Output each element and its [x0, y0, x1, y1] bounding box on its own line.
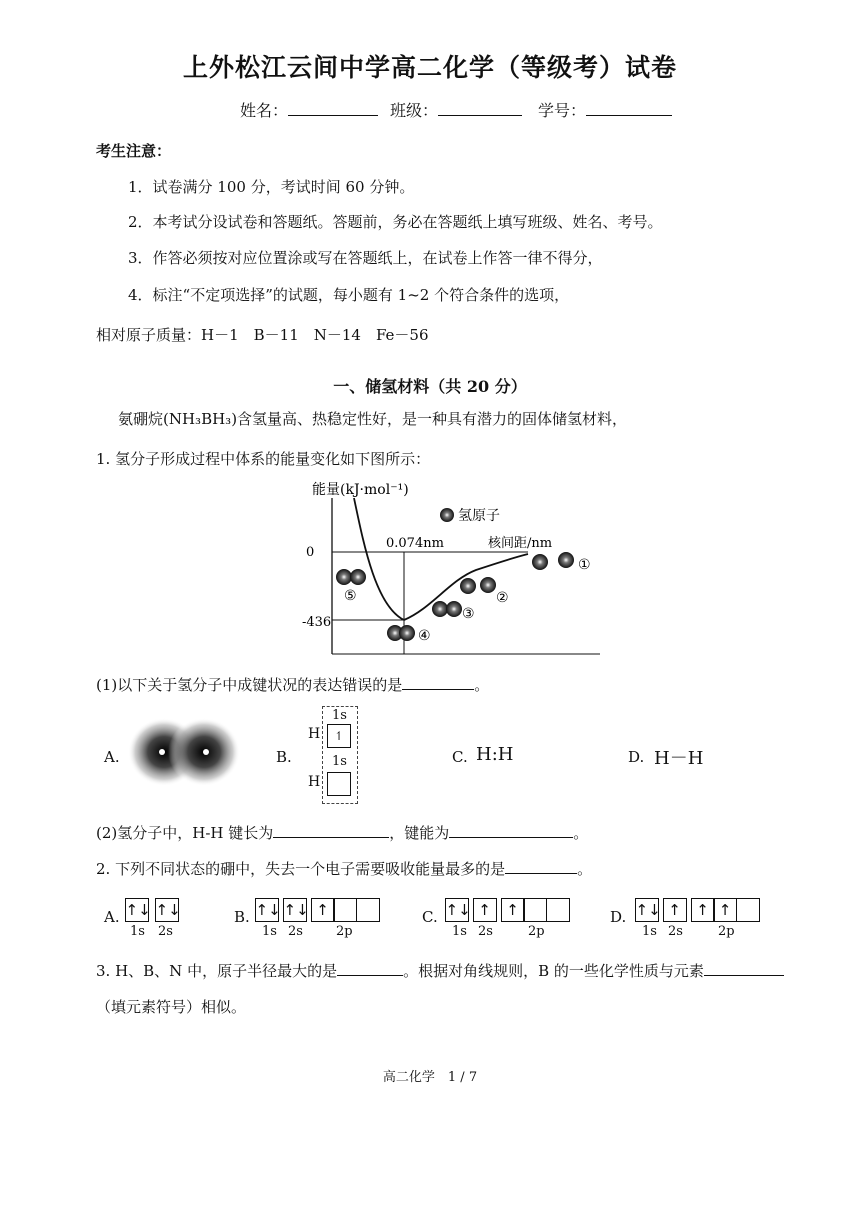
- question-2: 2. 下列不同状态的硼中，失去一个电子需要吸收能量最多的是 。: [96, 860, 593, 878]
- hydrogen-atom: [532, 554, 548, 570]
- option-c-label: C.: [452, 748, 468, 766]
- sublabel: 2p: [336, 924, 353, 939]
- electron-cloud-image: [124, 712, 244, 792]
- q2-option-d-label: D.: [610, 908, 627, 926]
- answer-blank: [704, 961, 784, 976]
- orbital-box: ↑: [713, 898, 737, 922]
- state-marker-3: ③: [462, 606, 475, 622]
- orbital-box: ↑: [311, 898, 335, 922]
- option-b-label: B.: [276, 748, 292, 766]
- name-label: 姓名：: [240, 101, 289, 120]
- sublabel: 1s: [130, 924, 145, 939]
- sublabel: 1s: [452, 924, 467, 939]
- y-axis-label: 能量(kJ·mol⁻¹): [312, 482, 409, 498]
- orbital-box: ↑↓: [125, 898, 149, 922]
- hydrogen-atom: [350, 569, 366, 585]
- option-a-label: A.: [104, 748, 120, 766]
- question-1-1: (1)以下关于氢分子中成键状况的表达错误的是 。: [96, 676, 490, 694]
- class-blank: [438, 99, 522, 116]
- question-3-cont: （填元素符号）相似。: [96, 998, 247, 1016]
- question-1-2: (2)氢分子中，H-H 键长为 ，键能为 。: [96, 824, 589, 842]
- class-label: 班级：: [390, 101, 439, 120]
- state-marker-1: ①: [578, 557, 591, 573]
- name-blank: [288, 99, 378, 116]
- min-label: -436: [302, 615, 332, 630]
- atom-label-bottom: H: [308, 774, 321, 790]
- answer-blank: [402, 675, 474, 690]
- hydrogen-atom: [399, 625, 415, 641]
- orbital-box: [546, 898, 570, 922]
- answer-blank: [273, 823, 389, 838]
- q2-option-c-label: C.: [422, 908, 438, 926]
- orbital-box: ↑: [663, 898, 687, 922]
- orbital-box: [523, 898, 547, 922]
- sublabel: 1s: [262, 924, 277, 939]
- sublabel: 1s: [642, 924, 657, 939]
- x-axis-label: 核间距/nm: [488, 536, 553, 551]
- q2-option-a-label: A.: [104, 908, 120, 926]
- sublabel: 2s: [288, 924, 303, 939]
- q2-option-b-label: B.: [234, 908, 250, 926]
- q2-option-d-orbitals: [636, 898, 760, 922]
- class-field: [390, 98, 522, 121]
- q2-option-c-orbitals: [446, 898, 570, 922]
- name-field: [240, 98, 378, 121]
- q2-option-a-orbitals: [126, 898, 179, 922]
- orbital-label-top: 1s: [332, 708, 347, 723]
- orbital-box: [333, 898, 357, 922]
- notice-item: 3．作答必须按对应位置涂或写在答题纸上，在试卷上作答一律不得分，: [128, 249, 603, 267]
- hydrogen-atom: [432, 601, 448, 617]
- bond-length-label: 0.074nm: [386, 536, 444, 551]
- orbital-box: ↑: [501, 898, 525, 922]
- answer-blank: [505, 859, 577, 874]
- state-marker-2: ②: [496, 590, 509, 606]
- id-blank: [586, 99, 672, 116]
- hydrogen-atom: [336, 569, 352, 585]
- q2-option-b-orbitals: [256, 898, 380, 922]
- option-c-formula: H:H: [476, 744, 514, 765]
- zero-label: 0: [306, 545, 315, 560]
- orbital-box: ↑↓: [283, 898, 307, 922]
- hydrogen-atom-legend-icon: [440, 508, 454, 522]
- sublabel: 2p: [528, 924, 545, 939]
- orbital-box-bottom: [327, 772, 351, 796]
- orbital-box: [356, 898, 380, 922]
- hydrogen-atom: [480, 577, 496, 593]
- hydrogen-atom: [558, 552, 574, 568]
- notice-item: 4．标注“不定项选择”的试题，每小题有 1~2 个符合条件的选项，: [128, 286, 570, 304]
- atom-label-top: H: [308, 726, 321, 742]
- hydrogen-atom: [446, 601, 462, 617]
- sublabel: 2s: [158, 924, 173, 939]
- exam-title: 上外松江云间中学高二化学（等级考）试卷: [182, 53, 677, 82]
- orbital-box: ↑: [473, 898, 497, 922]
- option-d-label: D.: [628, 748, 645, 766]
- answer-blank: [337, 961, 403, 976]
- orbital-box: ↑↓: [445, 898, 469, 922]
- orbital-box: ↑↓: [255, 898, 279, 922]
- state-marker-5: ⑤: [344, 588, 357, 604]
- answer-blank: [449, 823, 573, 838]
- id-field: [538, 98, 672, 121]
- orbital-box: ↑: [691, 898, 715, 922]
- option-d-formula: H－H: [654, 748, 704, 769]
- sublabel: 2s: [668, 924, 683, 939]
- orbital-box-top: ↿: [327, 724, 351, 748]
- sublabel: 2s: [478, 924, 493, 939]
- notice-item: 2．本考试分设试卷和答题纸。答题前，务必在答题纸上填写班级、姓名、考号。: [128, 213, 663, 231]
- notice-item: 1．试卷满分 100 分，考试时间 60 分钟。: [128, 178, 415, 196]
- question-3: 3. H、B、N 中，原子半径最大的是 。根据对角线规则，B 的一些化学性质与元素: [96, 960, 784, 981]
- atomic-mass: 相对原子质量：H－1 B－11 N－14 Fe－56: [96, 326, 429, 344]
- orbital-box: [736, 898, 760, 922]
- legend-label: 氢原子: [458, 508, 500, 524]
- id-label: 学号：: [538, 101, 587, 120]
- question-1: 1. 氢分子形成过程中体系的能量变化如下图所示：: [96, 450, 431, 468]
- hydrogen-atom: [460, 578, 476, 594]
- notice-heading: 考生注意：: [96, 142, 172, 160]
- orbital-box: ↑↓: [635, 898, 659, 922]
- section-title: 一、储氢材料（共 20 分）: [333, 377, 527, 396]
- sublabel: 2p: [718, 924, 735, 939]
- orbital-box: ↑↓: [155, 898, 179, 922]
- state-marker-4: ④: [418, 628, 431, 644]
- orbital-label-bottom: 1s: [332, 754, 347, 769]
- section-intro: 氨硼烷(NH₃BH₃)含氢量高、热稳定性好，是一种具有潜力的固体储氢材料，: [118, 410, 628, 428]
- energy-curve-diagram: [300, 476, 610, 660]
- page-footer: 高二化学 1 / 7: [382, 1070, 478, 1085]
